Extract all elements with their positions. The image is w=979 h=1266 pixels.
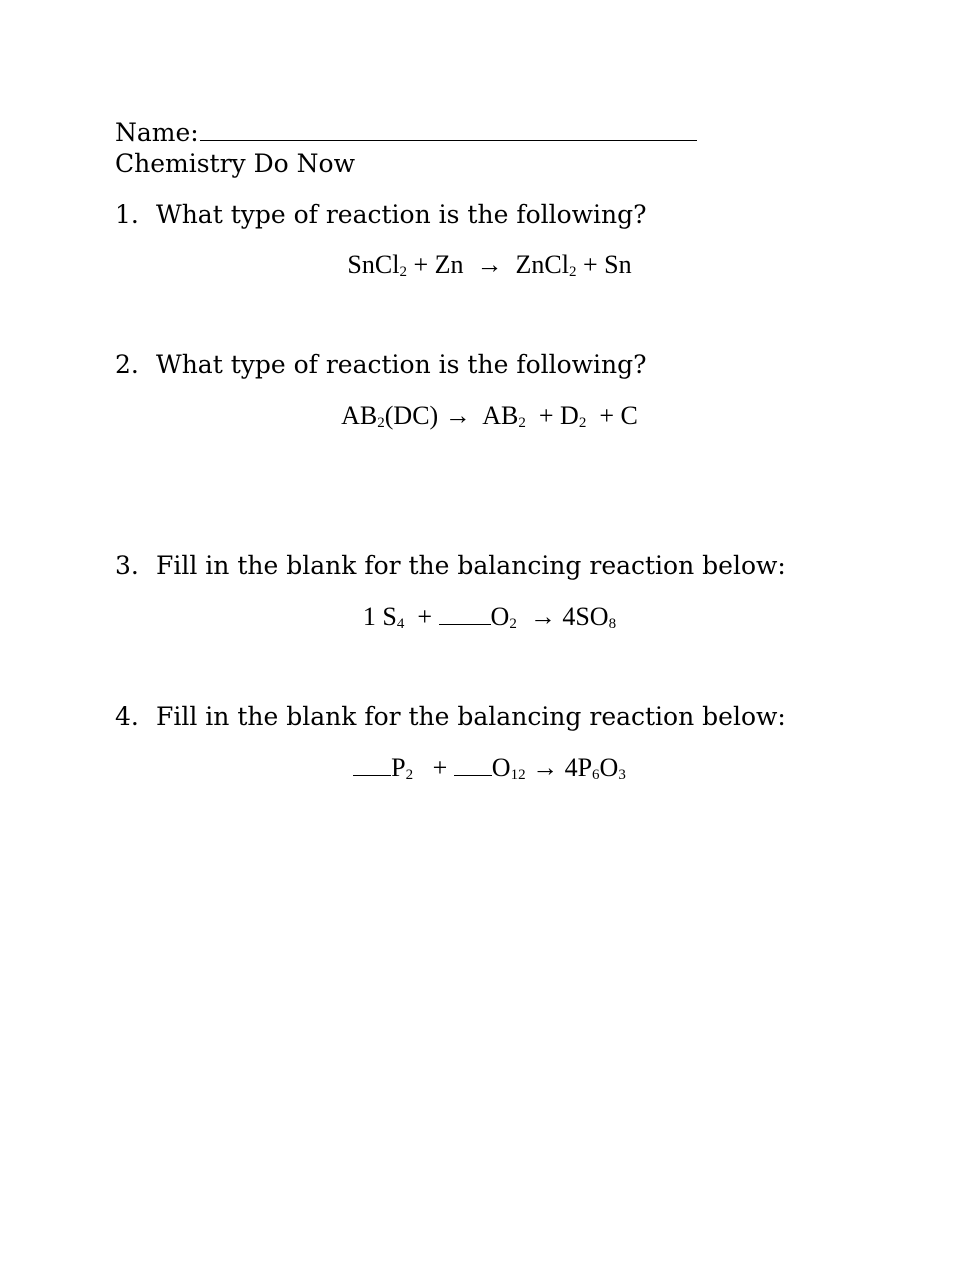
question-1 xyxy=(115,200,647,230)
name-field-row xyxy=(115,116,697,148)
equation-term: AB xyxy=(341,401,378,430)
subscript: 2 xyxy=(405,767,414,783)
subscript: 2 xyxy=(377,415,385,431)
question-number: 3. xyxy=(115,551,139,580)
equation-2 xyxy=(0,401,979,438)
question-3 xyxy=(115,551,786,581)
equation-term: + xyxy=(404,602,439,631)
equation-term: O xyxy=(599,753,619,782)
name-blank-line[interactable] xyxy=(200,116,697,141)
equation-term: + C xyxy=(586,401,638,430)
name-label: Name: xyxy=(115,118,199,147)
subscript: 6 xyxy=(592,767,600,783)
page-title: Chemistry Do Now xyxy=(115,149,355,178)
subscript: 2 xyxy=(518,415,526,431)
coefficient-blank[interactable] xyxy=(439,602,491,625)
question-4 xyxy=(115,702,786,732)
equation-4 xyxy=(0,753,979,790)
question-text: What type of reaction is the following? xyxy=(156,350,647,379)
coefficient-blank[interactable] xyxy=(454,753,492,776)
subscript: 2 xyxy=(568,264,577,280)
equation-3 xyxy=(0,602,979,639)
question-number: 1. xyxy=(115,200,139,229)
equation-term: + xyxy=(413,753,454,782)
equation-term: + Sn xyxy=(576,250,632,279)
question-number: 2. xyxy=(115,350,139,379)
equation-term: P xyxy=(391,753,406,782)
question-text: What type of reaction is the following? xyxy=(156,200,647,229)
question-text: Fill in the blank for the balancing reaction below: xyxy=(156,551,786,580)
equation-term: O xyxy=(491,753,511,782)
subscript: 2 xyxy=(509,616,517,632)
equation-term: + D xyxy=(525,401,579,430)
equation-term: 1 S xyxy=(362,602,397,631)
subscript: 2 xyxy=(578,415,587,431)
subscript: 12 xyxy=(510,767,526,783)
subscript: 8 xyxy=(608,616,617,632)
equation-term: → 4SO xyxy=(516,602,609,631)
equation-term: O xyxy=(490,602,510,631)
subscript: 3 xyxy=(618,767,626,783)
question-number: 4. xyxy=(115,702,139,731)
subscript: 4 xyxy=(396,616,405,632)
equation-term: (DC) → AB xyxy=(384,401,519,430)
coefficient-blank[interactable] xyxy=(353,753,391,776)
question-2 xyxy=(115,350,647,380)
equation-term: → 4P xyxy=(525,753,593,782)
equation-1 xyxy=(0,250,979,287)
equation-term: SnCl xyxy=(347,250,400,279)
question-text: Fill in the blank for the balancing reaction below: xyxy=(156,702,786,731)
equation-term: + Zn → ZnCl xyxy=(406,250,569,279)
subscript: 2 xyxy=(399,264,407,280)
